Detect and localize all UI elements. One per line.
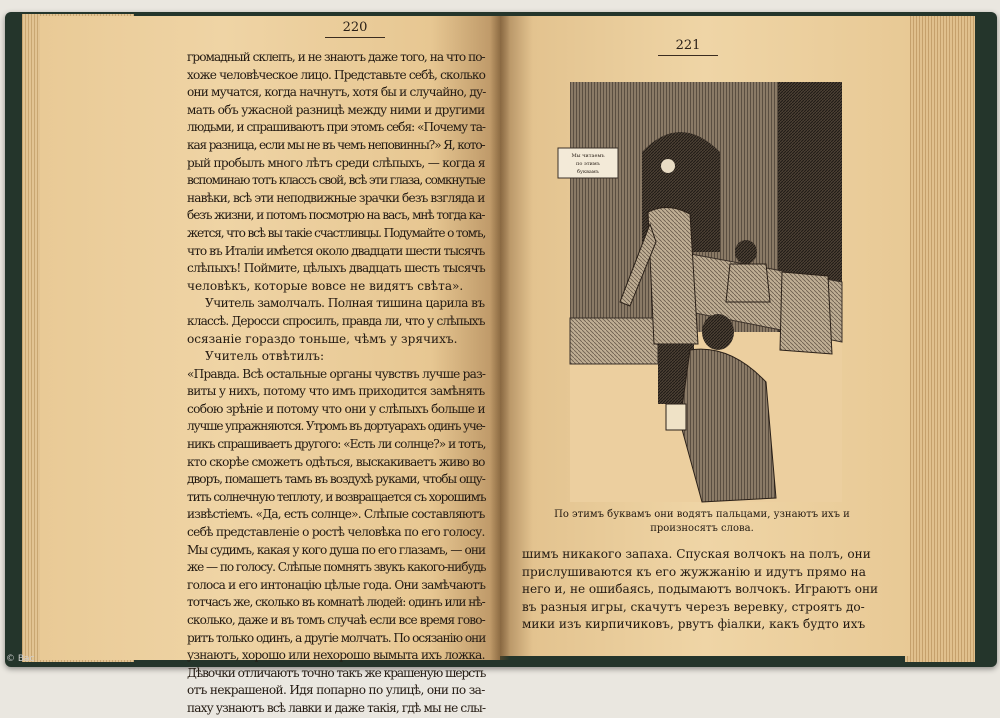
text-line: рый пробылъ много лѣтъ среди слѣпыхъ, — когда я	[187, 155, 485, 170]
text-line: Учитель отвѣтилъ:	[205, 349, 325, 364]
text-line: него и, не ошибаясь, подымаютъ волчокъ. Играютъ они	[522, 582, 878, 597]
text-line: человѣкъ, которые вовсе не видятъ свѣта».	[187, 278, 464, 293]
right-page-text	[522, 546, 878, 634]
svg-text:по этимъ: по этимъ	[576, 161, 600, 167]
left-page-number: 220	[325, 20, 385, 38]
text-line: тить солнечную теплоту, и возвращается съ хорошимъ	[187, 489, 486, 504]
text-line: ритъ только одинъ, а другіе молчатъ. По осязанію они	[187, 630, 486, 645]
svg-text:Мы читаемъ: Мы читаемъ	[571, 153, 605, 159]
text-line: паху узнаютъ всѣ лавки и даже такія, гдѣ мы не слы-	[187, 700, 486, 715]
text-line: мать объ ужасной разницѣ между ними и другими	[187, 102, 485, 117]
text-line: голоса и его интонацію цѣлые года. Они замѣчаютъ	[187, 577, 486, 592]
right-page-number: 221	[658, 38, 718, 56]
text-line: извѣстіемъ. «Да, есть солнце». Слѣпые составляютъ	[187, 507, 485, 522]
text-line: себѣ представленіе о ростѣ человѣка по его голосу.	[187, 525, 485, 540]
book-gutter	[490, 16, 510, 660]
left-page	[40, 16, 500, 715]
text-line: въ разныя игры, скачутъ черезъ веревку, строятъ до-	[522, 599, 865, 614]
svg-text:буквамъ: буквамъ	[577, 169, 599, 175]
right-page	[500, 16, 910, 656]
text-line: громадный склепъ, и не знаютъ даже того, на что по-	[187, 50, 485, 64]
text-line: безъ жизни, и потомъ посмотрю на васъ, мнѣ тогда ка-	[187, 208, 485, 223]
text-line: мики изъ кирпичиковъ, рвутъ фіалки, какъ будто ихъ	[522, 617, 866, 632]
text-line: сколько, даже и въ томъ случаѣ если все время гово-	[187, 613, 485, 627]
watermark: © Вас	[6, 654, 35, 664]
text-line: жется, что всѣ вы такіе счастливцы. Подумайте о томъ,	[187, 225, 486, 240]
text-line: отъ некрашеной. Идя попарно по улицѣ, они по за-	[187, 683, 485, 698]
text-line: они мучатся, когда начнутъ, хотя бы и случайно, ду-	[187, 85, 486, 100]
text-line: навѣки, всѣ эти неподвижные зрачки безъ взгляда и	[187, 190, 485, 205]
illustration-caption: По этимъ буквамъ они водятъ пальцами, узнаютъ ихъ и произносятъ слова.	[554, 509, 850, 534]
right-page-edges	[905, 16, 975, 662]
left-page-text	[187, 49, 485, 718]
text-line: узнаютъ, хорошо или нехорошо вымыта ихъ ложка.	[187, 648, 485, 663]
text-line: осязаніе гораздо тоньше, чѣмъ у зрячихъ.	[187, 331, 458, 346]
text-line: лучше упражняются. Утромъ въ дортуарахъ одинъ уче-	[187, 419, 485, 434]
text-line: собою зрѣніе и потому что они у слѣпыхъ больше и	[187, 401, 485, 416]
text-line: людьми, и спрашиваютъ при этомъ себя: «Почему та-	[187, 120, 486, 135]
text-line: «Правда. Всѣ остальные органы чувствъ лучше раз-	[187, 366, 486, 381]
braille-sign	[558, 148, 618, 178]
text-line: вспоминаю тотъ классъ свой, всѣ эти глаза, сомкнутые	[187, 173, 485, 188]
text-line: Учитель замолчалъ. Полная тишина царила въ	[205, 296, 485, 311]
text-line: шимъ никакого запаха. Спуская волчокъ на полъ, они	[522, 547, 871, 561]
text-line: Мы судимъ, какая у кого душа по его глазамъ, — они	[187, 542, 486, 557]
text-line: классѣ. Деросси спросилъ, правда ли, что у слѣпыхъ	[187, 313, 485, 328]
text-line: кто скорѣе сможетъ одѣться, выскакиваетъ живо во	[187, 454, 485, 469]
text-line: слѣпыхъ! Поймите, цѣлыхъ двадцать шесть тысячъ	[187, 261, 486, 276]
classroom-illustration	[570, 82, 842, 502]
text-line: хоже человѣческое лицо. Представьте себѣ, сколько	[187, 67, 486, 82]
text-line: дворъ, помашетъ тамъ въ воздухѣ руками, чтобы ощу-	[187, 472, 485, 487]
text-line: Дѣвочки отличаютъ точно такъ же крашеную шерсть	[187, 665, 486, 680]
text-line: что въ Италіи имѣется около двадцати шести тысячъ	[187, 243, 485, 258]
text-line: кая разница, если мы не въ чемъ неповинны?» Я, кото-	[187, 137, 485, 152]
text-line: тотчасъ же, сколько въ комнатѣ людей: одинъ или нѣ-	[187, 595, 485, 610]
text-line: никъ спрашиваетъ другого: «Есть ли солнце?» и тотъ,	[187, 437, 486, 452]
text-line: виты у нихъ, потому что имъ приходится замѣнять	[187, 384, 485, 399]
text-line: прислушиваются къ его жужжанію и идутъ прямо на	[522, 564, 866, 579]
text-line: же — по голосу. Слѣпые помнятъ звукъ какого-нибудь	[187, 560, 486, 575]
